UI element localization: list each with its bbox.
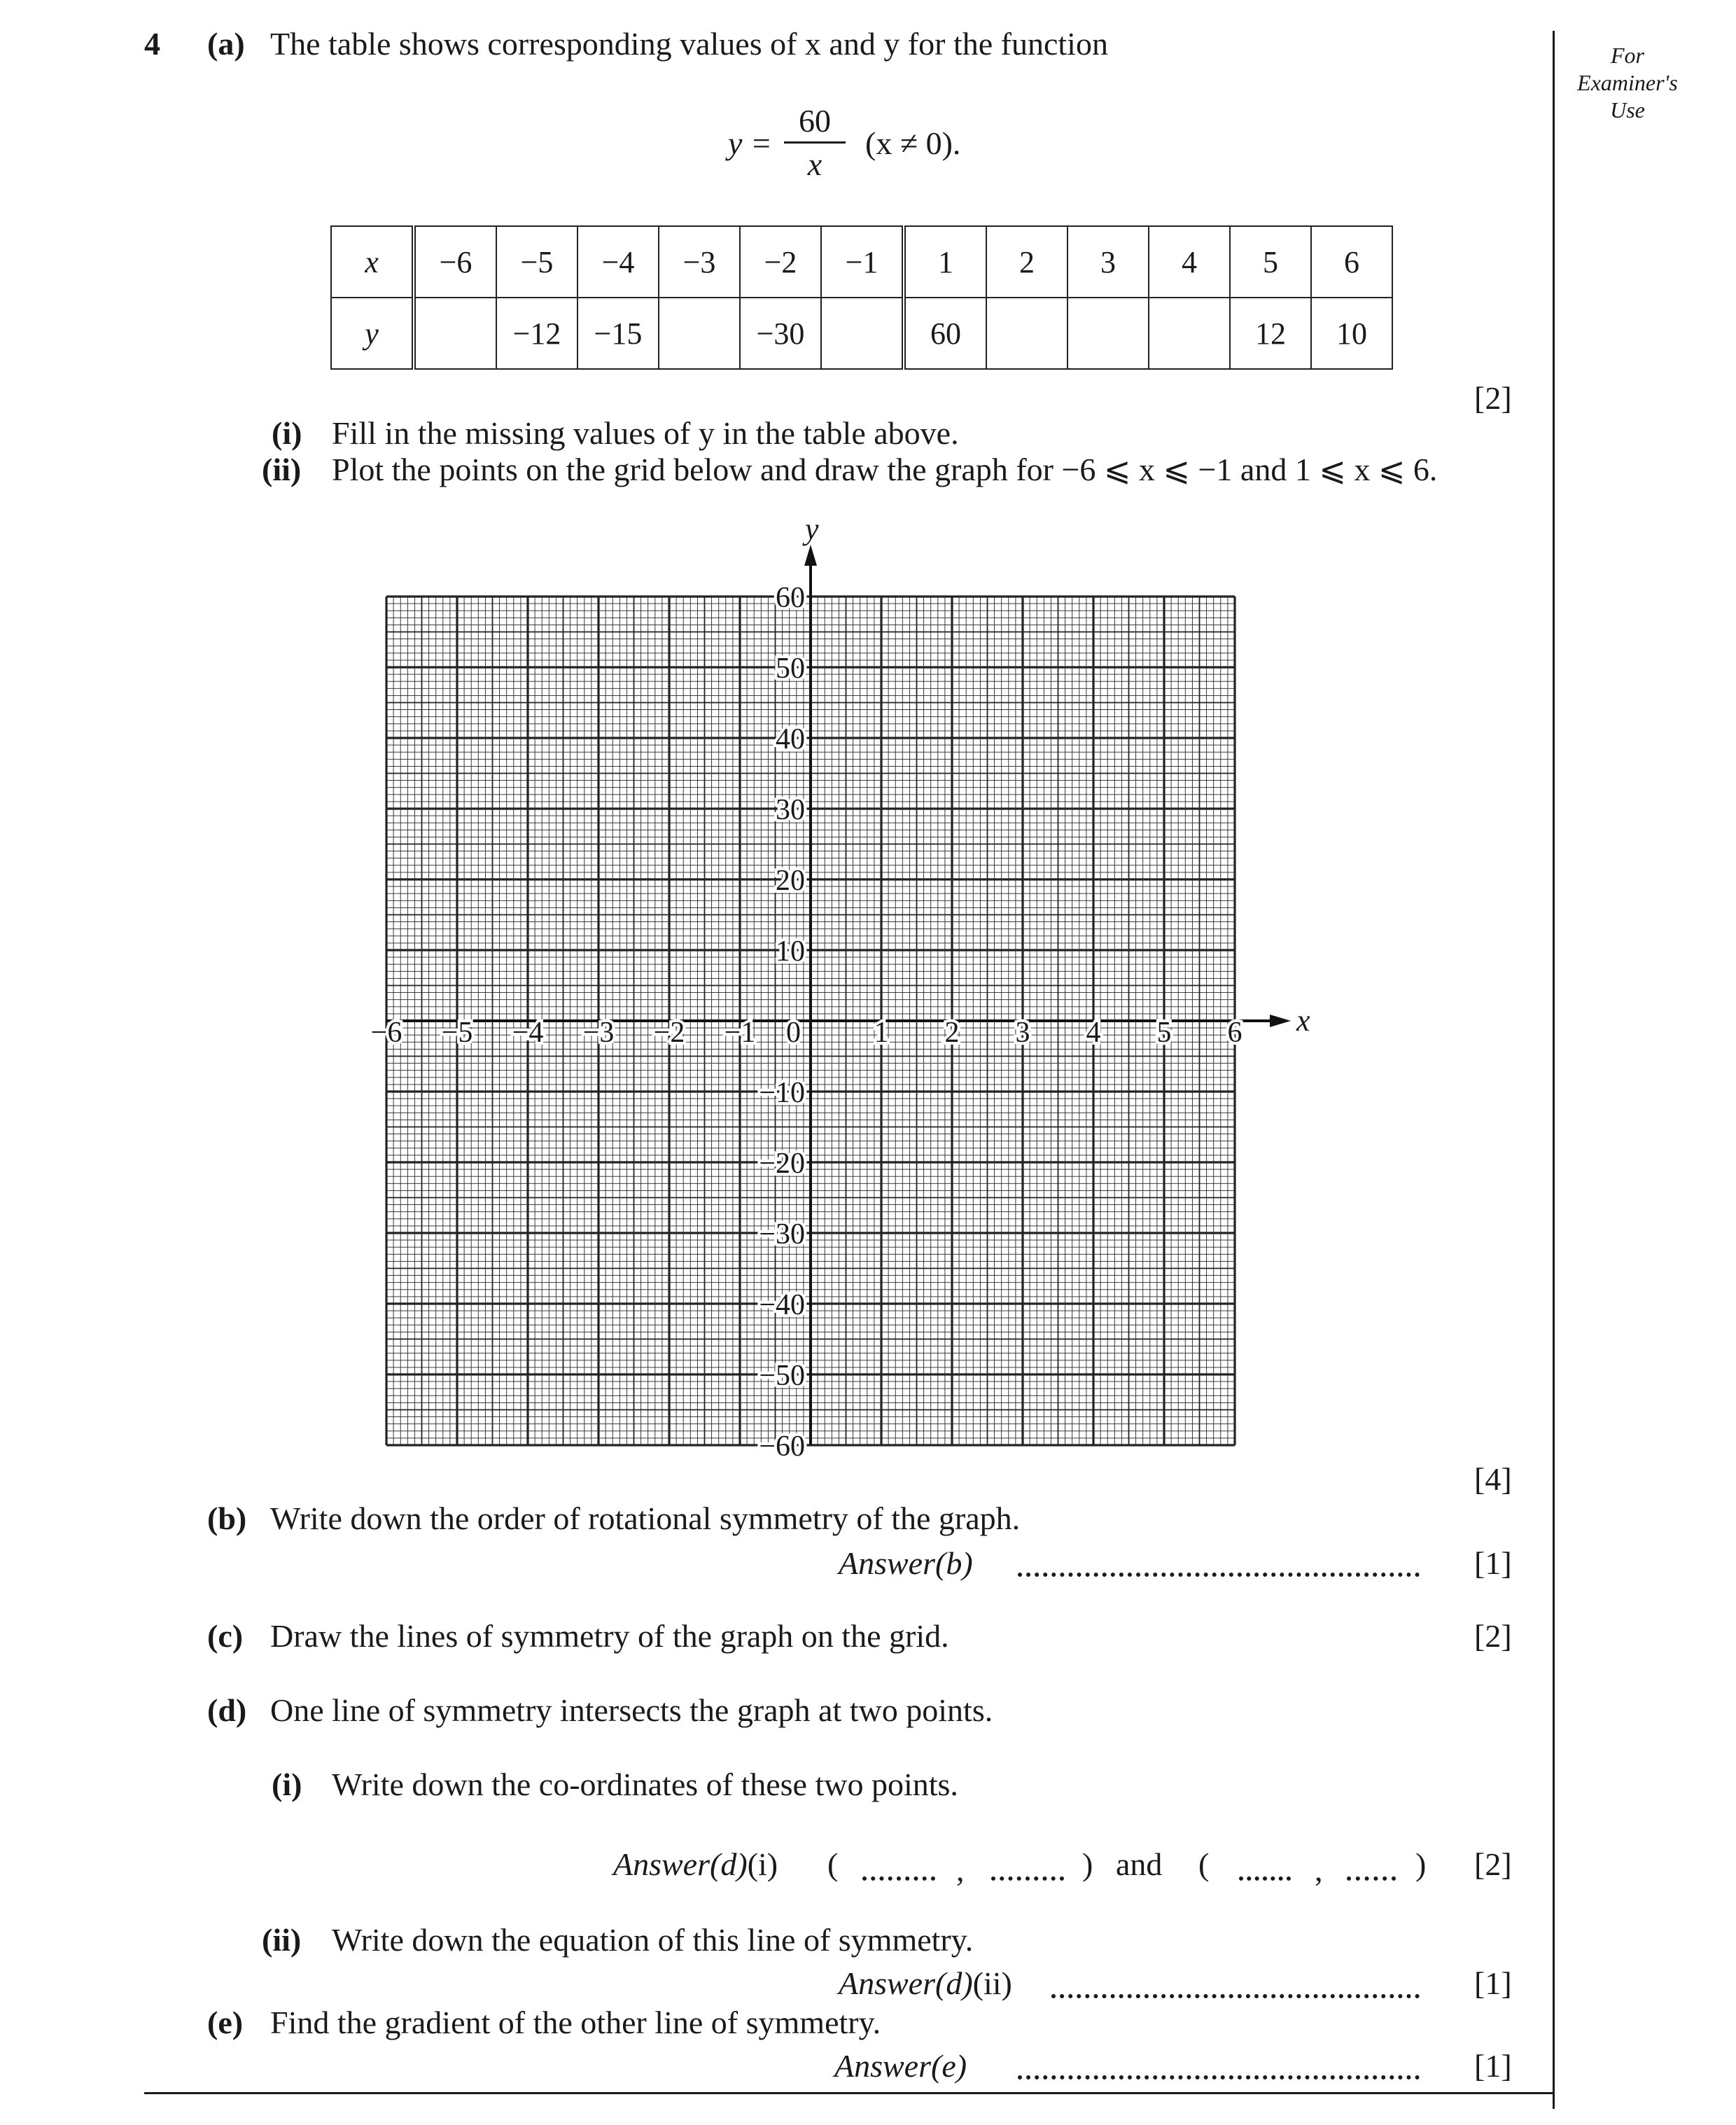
comma-2: , [1315,1852,1323,1888]
x-tick-label: 1 [874,1017,889,1049]
x-cell: 3 [1068,226,1149,298]
x-tick-label: 4 [1086,1017,1101,1049]
y-axis-arrow [804,545,817,566]
examiner-line-1: For [1611,43,1644,68]
y-tick-label: −60 [759,1430,805,1463]
y-tick-label: 60 [776,582,805,614]
part-d-text: One line of symmetry intersects the graph at two points. [270,1692,993,1728]
marks-e: [1] [1474,2048,1512,2084]
function-lhs: y = [728,125,772,161]
x-tick-label: 0 [786,1017,801,1049]
answer-e-label: Answer(e) [834,2048,967,2084]
marks-d-i: [2] [1474,1846,1512,1882]
function-condition: (x ≠ 0). [865,125,961,161]
y-axis-label: y [805,512,819,546]
x-tick-label: 2 [944,1017,960,1049]
paren-close-2: ) [1415,1846,1427,1882]
x-tick-label: −3 [582,1017,615,1049]
marks-d-ii: [1] [1474,1965,1512,2001]
y-cell: 60 [904,298,986,369]
y-tick-label: −20 [759,1148,805,1180]
answer-d-ii-field[interactable] [1051,1994,1420,1998]
and-text: and [1116,1846,1163,1882]
x-tick-label: 6 [1227,1017,1242,1049]
examiner-line-2: Examiner's [1577,70,1678,95]
answer-d-i-x1-field[interactable] [862,1876,935,1881]
function-denominator: x [807,146,822,182]
x-tick-label: −2 [653,1017,685,1049]
y-tick-label: −50 [759,1360,805,1392]
x-axis-label: x [1296,1003,1310,1038]
x-cell: 6 [1311,226,1392,298]
x-tick-label: −1 [724,1017,756,1049]
y-cell: 10 [1311,298,1392,369]
paren-close-1: ) [1082,1846,1093,1882]
part-e-text: Find the gradient of the other line of symmetry. [270,2005,881,2040]
part-d-i-text: Write down the co-ordinates of these two points. [332,1767,958,1802]
answer-d-i-y2-field[interactable] [1347,1876,1396,1881]
x-cell: −6 [414,226,496,298]
x-cell: −3 [659,226,740,298]
y-tick-label: 10 [776,935,805,968]
x-header: x [331,226,414,298]
x-tick-label: −5 [441,1017,473,1049]
y-tick-label: −10 [759,1077,805,1109]
paren-open-1: ( [827,1846,839,1882]
x-tick-label: 3 [1015,1017,1030,1049]
page-bottom-rule [144,2092,1554,2094]
part-a-ii-text: Plot the points on the grid below and draw the graph for −6 ⩽ x ⩽ −1 and 1 ⩽ x ⩽ 6. [332,452,1438,487]
answer-d-i-label-main: Answer(d) [613,1846,748,1882]
question-number: 4 [144,26,160,62]
x-cell: −4 [578,226,659,298]
y-tick-label: −40 [759,1289,805,1321]
answer-d-i-label-suffix: (i) [747,1846,778,1882]
part-d-ii-label: (ii) [262,1922,302,1958]
part-d-i-label: (i) [272,1767,302,1802]
marks-b: [1] [1474,1545,1512,1581]
part-a-i-text: Fill in the missing values of y in the table above. [332,415,959,451]
y-tick-label: 30 [776,794,805,826]
part-a-i-label: (i) [272,415,302,451]
y-cell: −30 [740,298,821,369]
x-cell: −1 [821,226,904,298]
x-cell: −2 [740,226,821,298]
paren-open-2: ( [1198,1846,1210,1882]
answer-d-i-x2-field[interactable] [1239,1876,1291,1881]
y-cell: −12 [496,298,578,369]
x-axis-arrow [1270,1015,1291,1027]
part-b-text: Write down the order of rotational symmetry of the graph. [270,1500,1021,1536]
part-a-label: (a) [207,26,245,62]
y-cell: 12 [1230,298,1311,369]
examiner-line-3: Use [1610,97,1645,123]
x-cell: 4 [1149,226,1230,298]
comma-1: , [956,1852,965,1888]
marks-graph: [4] [1474,1461,1512,1497]
y-tick-label: 20 [776,865,805,897]
x-tick-label: 5 [1156,1017,1172,1049]
y-header: y [331,298,414,369]
marks-table: [2] [1474,380,1512,416]
answer-d-ii-label-suffix: (ii) [972,1965,1012,2001]
answer-d-ii-label [839,1967,1012,2000]
answer-b-field[interactable] [1018,1573,1420,1577]
part-d-ii-text: Write down the equation of this line of symmetry. [332,1922,974,1958]
part-b-label: (b) [207,1500,247,1536]
answer-e-field[interactable] [1018,2075,1420,2079]
y-tick-label: 40 [776,723,805,755]
y-tick-label: 50 [776,653,805,685]
y-tick-label: −30 [759,1218,805,1250]
function-numerator: 60 [799,103,831,139]
part-c-text: Draw the lines of symmetry of the graph on the grid. [270,1618,949,1654]
x-cell: 1 [904,226,986,298]
answer-d-i-y1-field[interactable] [991,1876,1064,1881]
answer-d-i-label [613,1848,778,1881]
part-d-label: (d) [207,1692,247,1728]
part-c-label: (c) [207,1618,244,1654]
y-cell: −15 [578,298,659,369]
x-tick-label: −6 [370,1017,402,1049]
marks-c: [2] [1474,1618,1512,1654]
part-a-ii-label: (ii) [262,452,302,487]
x-tick-label: −4 [512,1017,544,1049]
x-cell: −5 [496,226,578,298]
x-cell: 5 [1230,226,1311,298]
answer-b-label: Answer(b) [839,1545,973,1581]
part-e-label: (e) [207,2005,244,2040]
x-cell: 2 [986,226,1068,298]
part-a-text: The table shows corresponding values of x and y for the function [270,26,1108,62]
answer-d-ii-label-main: Answer(d) [839,1965,973,2001]
